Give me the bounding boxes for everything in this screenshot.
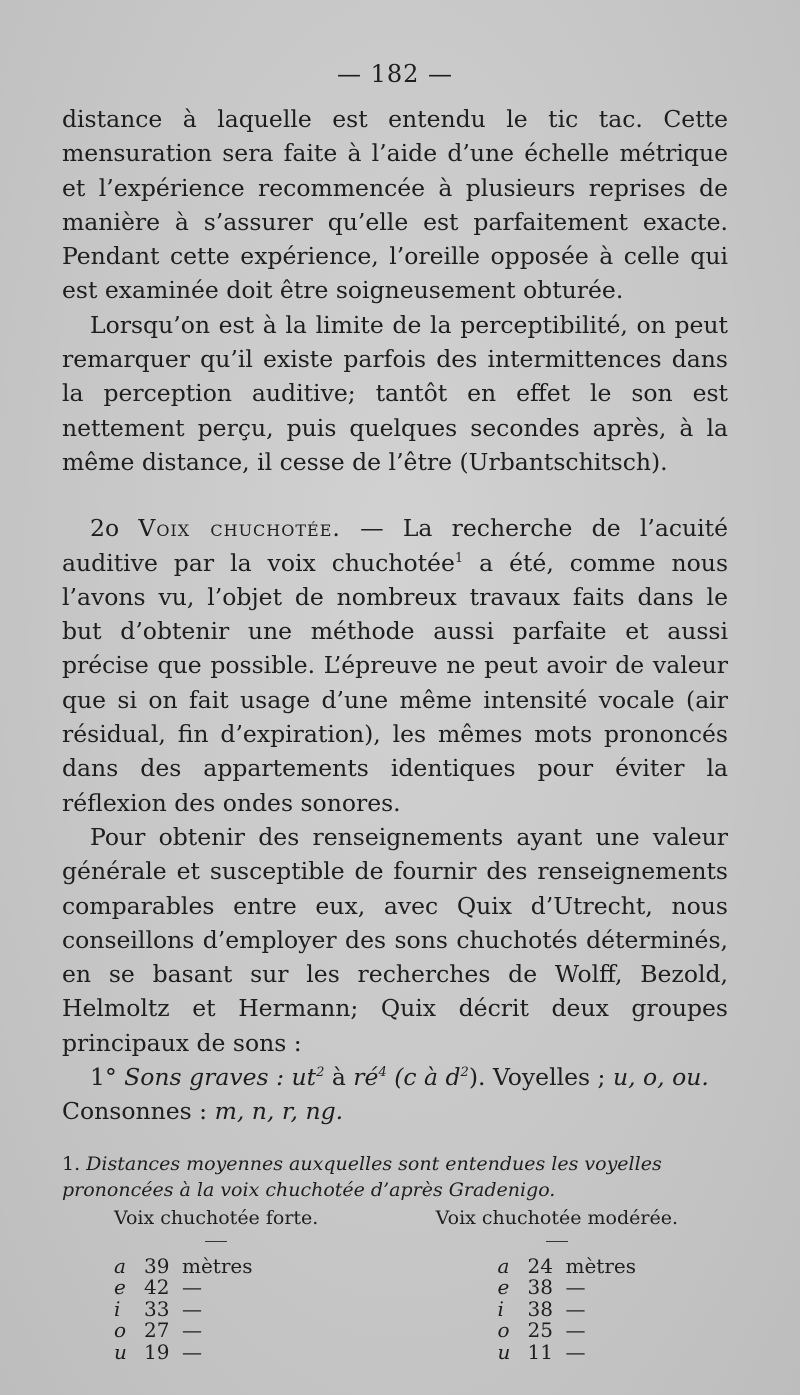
right-value: 11 bbox=[527, 1339, 553, 1364]
left-vowel: o bbox=[114, 1318, 127, 1343]
table-row bbox=[498, 1277, 637, 1299]
right-value: 24 bbox=[527, 1253, 553, 1278]
section-number: 2o bbox=[90, 514, 120, 543]
footnote-text: Distances moyennes auxquelles sont entendues les voyelles prononcées à la voix chuchotée d’après Gradenigo. bbox=[62, 1152, 662, 1201]
book-page bbox=[62, 60, 728, 1363]
right-vowel: o bbox=[497, 1318, 510, 1343]
paragraph-1: distance à laquelle est entendu le tic tac. Cette mensuration sera faite à l’aide d’une échelle métrique et l’expérience recommencée à plusieurs reprises de manière à s’assurer qu’elle est parfaitement exacte. Pendant cette expérience, l’oreille opposée à celle qui est examinée doit être soigneusement obturée. bbox=[62, 105, 728, 305]
footnote-mark[interactable]: 1 bbox=[454, 550, 464, 566]
right-value: 25 bbox=[527, 1318, 553, 1343]
text: ). Voyelles ; bbox=[468, 1063, 613, 1092]
paragraph-3-text-b: a été, comme nous l’avons vu, l’objet de nombreux travaux faits dans le but d’obtenir une méthode aussi parfaite et aussi précise que possible. L’épreuve ne peut avoir de valeur que si on fait usage d’une même intensité vocale (air résidual, fin d’expiration), les mêmes mots prononcés dans des appartements identiques pour éviter la réflexion des ondes sonores. bbox=[62, 548, 728, 817]
left-value: 33 bbox=[144, 1296, 170, 1321]
re-note: ré bbox=[353, 1063, 379, 1092]
right-vowel: e bbox=[497, 1275, 510, 1300]
table-row bbox=[114, 1277, 253, 1299]
right-column-header: Voix chuchotée modérée. bbox=[435, 1206, 678, 1229]
left-column bbox=[114, 1253, 253, 1364]
footnote bbox=[62, 1151, 728, 1203]
table-row bbox=[114, 1320, 253, 1342]
sup: 2 bbox=[460, 1065, 469, 1081]
table-row bbox=[497, 1339, 637, 1364]
paragraph-3 bbox=[62, 511, 728, 820]
right-unit: — bbox=[565, 1296, 586, 1321]
list-number: 1° bbox=[90, 1063, 125, 1092]
left-vowel: e bbox=[114, 1275, 126, 1300]
vowel-table bbox=[62, 1253, 728, 1364]
divider bbox=[205, 1241, 227, 1242]
table-row bbox=[498, 1320, 637, 1342]
left-unit: — bbox=[182, 1275, 202, 1300]
divider bbox=[546, 1241, 568, 1242]
left-value: 27 bbox=[144, 1318, 170, 1343]
left-unit: mètres bbox=[182, 1253, 253, 1278]
right-vowel: a bbox=[497, 1253, 510, 1278]
right-unit: — bbox=[565, 1339, 586, 1364]
page-number: — 182 — bbox=[336, 60, 454, 88]
sons-graves: Sons graves : ut bbox=[124, 1063, 317, 1092]
right-value: 38 bbox=[527, 1275, 553, 1300]
table-row bbox=[114, 1253, 253, 1278]
left-value: 39 bbox=[144, 1253, 170, 1278]
table-row bbox=[497, 1296, 637, 1321]
right-vowel: i bbox=[497, 1296, 504, 1321]
section-heading: Voix chuchotée. bbox=[138, 514, 341, 543]
left-vowel: i bbox=[114, 1296, 121, 1321]
consonants: m, n, r, ng. bbox=[214, 1097, 344, 1126]
range: (c à d bbox=[386, 1063, 461, 1092]
table-row bbox=[114, 1296, 253, 1321]
right-value: 38 bbox=[527, 1296, 553, 1321]
text: à bbox=[324, 1063, 354, 1092]
footnote-number: 1. bbox=[62, 1152, 87, 1175]
right-unit: — bbox=[565, 1275, 586, 1300]
right-header-block bbox=[436, 1207, 678, 1242]
paragraph-3-text-a: — La recherche de l’acuité auditive par la voix chuchotée bbox=[62, 514, 729, 577]
sup: 4 bbox=[378, 1065, 387, 1081]
right-unit: mètres bbox=[565, 1253, 636, 1278]
left-vowel: a bbox=[114, 1253, 126, 1278]
left-header-block bbox=[114, 1207, 318, 1242]
table-row bbox=[497, 1253, 637, 1278]
right-vowel: u bbox=[497, 1339, 511, 1364]
left-value: 19 bbox=[144, 1339, 170, 1364]
left-unit: — bbox=[182, 1296, 202, 1321]
left-column-header: Voix chuchotée forte. bbox=[114, 1206, 319, 1229]
paragraph-5 bbox=[62, 1060, 728, 1129]
paragraph-2: Lorsqu’on est à la limite de la perceptibilité, on peut remarquer qu’il existe parfois des intermittences dans la perception auditive; tantôt en effet le son est nettement perçu, puis quelques secondes après, à la même distance, il cesse de l’être (Urbantschitsch). bbox=[62, 310, 728, 476]
right-column bbox=[497, 1253, 637, 1364]
consonants-label: Consonnes : bbox=[62, 1097, 215, 1126]
left-value: 42 bbox=[144, 1275, 170, 1300]
vowels: u, o, ou. bbox=[612, 1063, 709, 1092]
table-row bbox=[114, 1339, 253, 1364]
paragraph-4: Pour obtenir des renseignements ayant une valeur générale et susceptible de fournir des renseignements comparables entre eux, avec Quix d’Utrecht, nous conseillons d’employer des sons chuchotés déterminés, en se basant sur les recherches de Wolff, Bezold, Helmoltz et Hermann; Quix décrit deux groupes principaux de sons : bbox=[62, 822, 728, 1057]
left-vowel: u bbox=[114, 1339, 127, 1364]
left-unit: — bbox=[182, 1339, 202, 1364]
right-unit: — bbox=[565, 1318, 586, 1343]
table-headers bbox=[62, 1207, 728, 1242]
left-unit: — bbox=[182, 1318, 202, 1343]
sup: 2 bbox=[316, 1065, 325, 1081]
